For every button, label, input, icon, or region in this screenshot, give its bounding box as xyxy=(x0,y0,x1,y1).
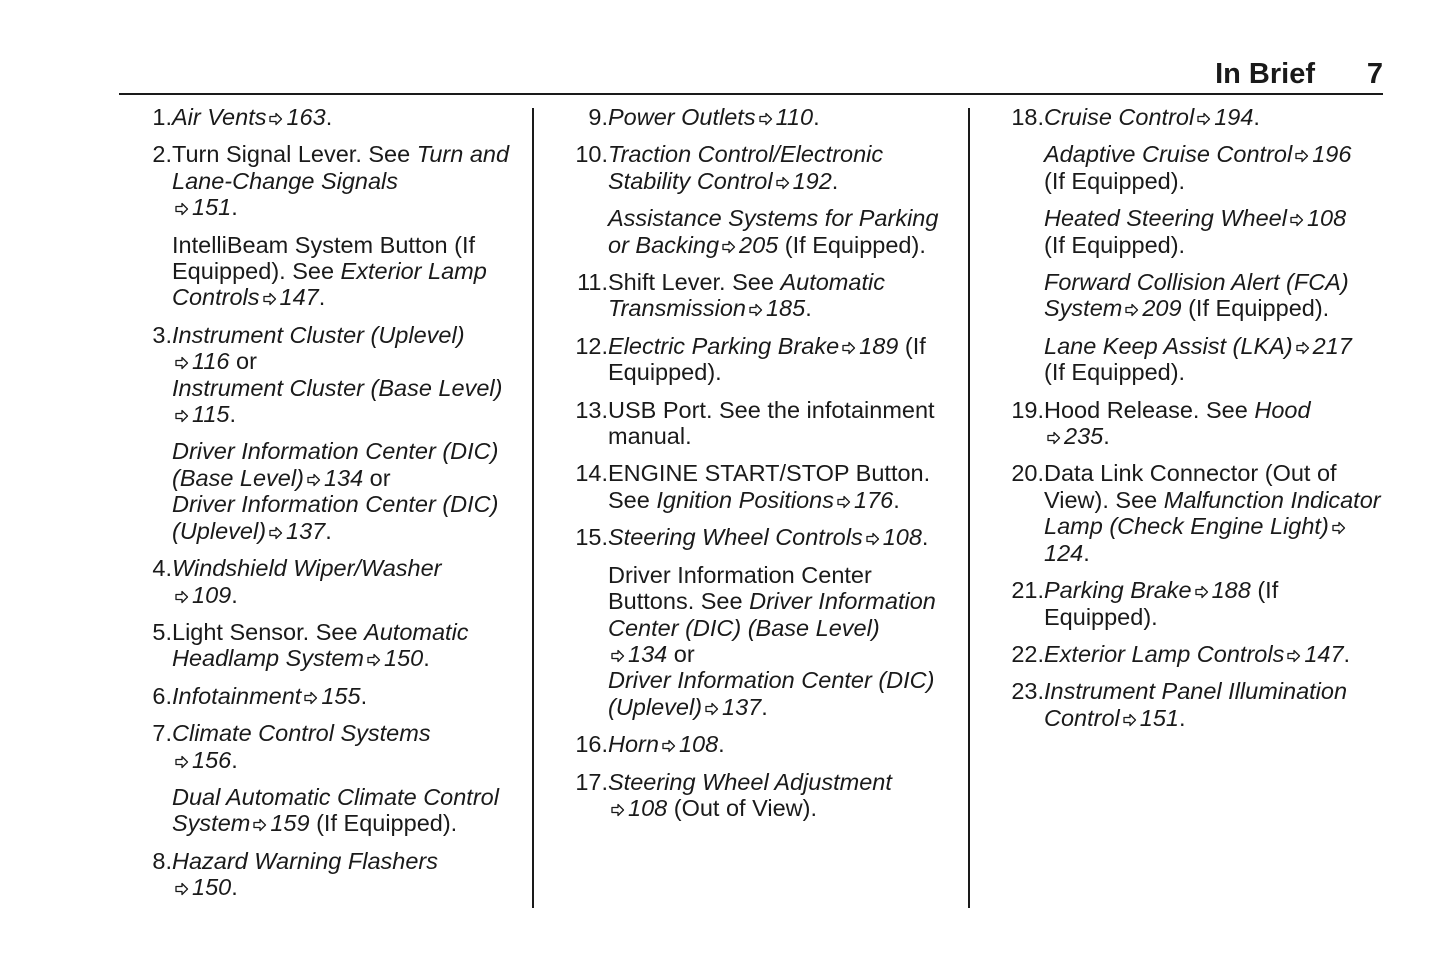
item-number: 21. xyxy=(1011,577,1044,604)
page-reference-arrow-icon xyxy=(1287,649,1301,663)
page-reference-arrow-icon xyxy=(175,202,189,216)
list-item xyxy=(556,460,956,513)
text-span: Driver Information Center Buttons. See xyxy=(608,561,872,615)
cross-reference-link[interactable]: Infotainment xyxy=(172,682,302,709)
cross-reference-link[interactable]: Adaptive Cruise Control xyxy=(1044,141,1293,168)
item-text xyxy=(1044,333,1392,386)
page-reference-link[interactable]: 151 xyxy=(1139,704,1179,731)
page-reference-link[interactable]: 155 xyxy=(321,682,361,709)
page-reference-arrow-icon xyxy=(175,356,189,370)
item-text xyxy=(1044,460,1392,566)
page-reference-arrow-icon xyxy=(304,691,318,705)
page-reference-link[interactable]: 188 xyxy=(1211,577,1251,604)
page-reference-arrow-icon xyxy=(307,473,321,487)
page-reference-arrow-icon xyxy=(837,495,851,509)
item-number: 7. xyxy=(152,720,172,747)
text-span: . xyxy=(231,581,238,608)
cross-reference-link[interactable]: Driver Information Center (DIC) (Uplevel) xyxy=(172,491,499,544)
text-span: (If Equipped). xyxy=(1044,231,1186,258)
text-span: . xyxy=(761,693,768,720)
text-span: . xyxy=(231,194,238,221)
page-reference-link[interactable]: 115 xyxy=(192,401,230,428)
item-number: 10. xyxy=(575,141,608,168)
list-item xyxy=(992,678,1392,731)
page-reference-arrow-icon xyxy=(1123,713,1137,727)
cross-reference-link[interactable]: Exterior Lamp Controls xyxy=(1044,640,1285,667)
page-reference-link[interactable]: 176 xyxy=(854,486,894,513)
cross-reference-link[interactable]: Windshield Wiper/Washer xyxy=(172,555,442,582)
item-number: 13. xyxy=(575,396,608,423)
list-item xyxy=(556,269,956,322)
item-number: 16. xyxy=(575,731,608,758)
text-span: . xyxy=(805,295,812,322)
list-item xyxy=(992,397,1392,450)
cross-reference-link[interactable]: Assistance Systems for Parking or Backing xyxy=(608,205,939,258)
page-reference-arrow-icon xyxy=(1295,149,1309,163)
page-reference-arrow-icon xyxy=(759,112,773,126)
text-span: . xyxy=(813,104,820,130)
list-item xyxy=(120,104,520,130)
text-span: (If Equipped). xyxy=(1044,359,1186,386)
item-text xyxy=(172,720,520,773)
cross-reference-link[interactable]: Climate Control Systems xyxy=(172,720,431,747)
page-reference-link[interactable]: 209 xyxy=(1142,295,1182,322)
page-reference-arrow-icon xyxy=(1195,585,1209,599)
text-span: . xyxy=(1103,423,1110,450)
text-span: or xyxy=(363,464,391,491)
text-span: or xyxy=(667,640,695,667)
text-span: Shift Lever. See xyxy=(608,269,781,296)
list-item xyxy=(992,577,1392,630)
item-number: 20. xyxy=(1011,460,1044,487)
item-text xyxy=(172,438,520,544)
text-span: Data Link Connector (Out of View). See xyxy=(1044,460,1337,513)
item-text xyxy=(172,232,520,311)
item-number: 5. xyxy=(152,618,172,645)
page-reference-arrow-icon xyxy=(175,755,189,769)
text-span: . xyxy=(893,486,900,513)
text-span: Turn Signal Lever. See xyxy=(172,141,417,168)
item-number: 9. xyxy=(588,104,608,130)
item-number: 8. xyxy=(152,847,172,874)
page-reference-link[interactable]: 108 xyxy=(1306,205,1347,232)
list-item xyxy=(556,104,956,130)
cross-reference-link[interactable]: Exterior Lamp Controls xyxy=(172,258,487,311)
page-number: 7 xyxy=(1366,58,1383,90)
cross-reference-link[interactable]: Automatic Headlamp System xyxy=(172,618,469,672)
page-reference-arrow-icon xyxy=(611,649,625,663)
list-item xyxy=(120,141,520,310)
text-span: . xyxy=(325,517,332,544)
text-span: (If Equipped). xyxy=(1044,577,1279,630)
item-text xyxy=(608,269,956,322)
section-title: In Brief xyxy=(1215,58,1315,90)
text-span: . xyxy=(831,167,839,194)
cross-reference-link[interactable]: Horn xyxy=(608,731,659,758)
list-item xyxy=(120,322,520,544)
page-reference-arrow-icon xyxy=(269,112,283,126)
cross-reference-link[interactable]: Instrument Panel Illumination Control xyxy=(1044,678,1348,731)
page-reference-link[interactable]: 150 xyxy=(384,645,424,672)
page-reference-arrow-icon xyxy=(1332,521,1346,535)
text-span: . xyxy=(318,284,326,311)
text-span: . xyxy=(921,524,929,551)
cross-reference-link[interactable]: Instrument Cluster (Base Level) xyxy=(172,374,503,401)
page-reference-link[interactable]: 192 xyxy=(792,167,832,194)
page-reference-link[interactable]: 124 xyxy=(1044,539,1084,566)
page-reference-link[interactable]: 156 xyxy=(192,746,232,773)
item-number: 11. xyxy=(577,269,608,296)
cross-reference-link[interactable]: Power Outlets xyxy=(608,104,756,130)
item-text xyxy=(1044,678,1392,731)
cross-reference-link[interactable]: Driver Information Center (DIC) (Base Level) xyxy=(172,438,499,491)
cross-reference-link[interactable]: Turn and Lane-Change Signals xyxy=(172,141,510,194)
list-item xyxy=(556,397,956,450)
page-reference-link[interactable]: 235 xyxy=(1064,423,1104,450)
list-item xyxy=(556,524,956,720)
cross-reference-link[interactable]: Driver Information Center (DIC) (Base Level) xyxy=(608,588,936,641)
page-reference-arrow-icon xyxy=(1197,112,1211,126)
text-span: IntelliBeam System Button (If Equipped). See xyxy=(172,231,476,285)
header-rule xyxy=(119,93,1383,95)
text-span: USB Port. See the infotainment manual. xyxy=(608,396,935,450)
page-reference-arrow-icon xyxy=(722,240,736,254)
item-number: 3. xyxy=(152,321,172,348)
item-number: 22. xyxy=(1011,640,1044,667)
item-text xyxy=(1044,104,1392,130)
item-number: 12. xyxy=(575,332,608,359)
item-text xyxy=(172,848,520,901)
item-number: 6. xyxy=(152,682,172,709)
page-reference-link[interactable]: 116 xyxy=(192,348,230,375)
cross-reference-link[interactable]: Hood xyxy=(1254,396,1311,423)
page-reference-link[interactable]: 110 xyxy=(775,104,814,130)
item-text xyxy=(608,104,956,130)
text-span: . xyxy=(423,645,430,672)
page-reference-link[interactable]: 137 xyxy=(722,693,762,720)
page-reference-link[interactable]: 196 xyxy=(1312,141,1352,168)
item-text xyxy=(608,205,956,258)
item-text xyxy=(172,555,520,608)
list-item xyxy=(992,641,1392,667)
text-span: (If Equipped). xyxy=(1044,167,1186,194)
item-text xyxy=(172,322,520,428)
text-span: (If Equipped). xyxy=(608,332,926,386)
item-text xyxy=(608,769,956,822)
page-reference-link[interactable]: 217 xyxy=(1312,332,1352,359)
cross-reference-link[interactable]: Heated Steering Wheel xyxy=(1044,205,1287,232)
list-item xyxy=(556,141,956,258)
page-reference-link[interactable]: 137 xyxy=(286,517,326,544)
page-reference-link[interactable]: 185 xyxy=(765,295,806,322)
cross-reference-link[interactable]: Ignition Positions xyxy=(656,486,835,513)
column-3 xyxy=(992,104,1392,742)
item-number: 18. xyxy=(1011,104,1044,130)
page-reference-arrow-icon xyxy=(175,409,189,423)
page-reference-link[interactable]: 150 xyxy=(192,874,232,901)
cross-reference-link[interactable]: Electric Parking Brake xyxy=(608,332,840,359)
page-reference-arrow-icon xyxy=(611,803,625,817)
cross-reference-link[interactable]: Dual Automatic Climate Control System xyxy=(172,783,499,837)
page-reference-link[interactable]: 163 xyxy=(286,104,326,130)
cross-reference-link[interactable]: Traction Control/Electronic Stability Control xyxy=(608,141,884,194)
text-span: (Out of View). xyxy=(667,794,817,821)
item-number: 17. xyxy=(575,768,608,795)
list-item xyxy=(556,769,956,822)
cross-reference-link[interactable]: Steering Wheel Controls xyxy=(608,524,863,551)
page-reference-arrow-icon xyxy=(253,818,267,832)
cross-reference-link[interactable]: Instrument Cluster (Uplevel) xyxy=(172,321,465,348)
item-text xyxy=(608,524,956,550)
page-reference-arrow-icon xyxy=(175,882,189,896)
page-reference-arrow-icon xyxy=(749,303,763,317)
text-span: (If Equipped). xyxy=(309,810,458,837)
text-span: . xyxy=(229,401,236,428)
page-reference-link[interactable]: 151 xyxy=(192,194,232,221)
page-reference-link[interactable]: 159 xyxy=(270,810,310,837)
item-text xyxy=(172,784,520,837)
cross-reference-link[interactable]: Steering Wheel Adjustment xyxy=(608,768,892,795)
item-text xyxy=(608,141,956,194)
page-reference-arrow-icon xyxy=(269,526,283,540)
page-reference-link[interactable]: 109 xyxy=(192,581,232,608)
page-reference-link[interactable]: 108 xyxy=(678,731,719,758)
text-span: . xyxy=(231,874,238,901)
text-span: . xyxy=(1343,640,1351,667)
item-text xyxy=(1044,269,1392,322)
cross-reference-link[interactable]: Automatic Transmission xyxy=(608,269,885,322)
cross-reference-link[interactable]: Lane Keep Assist (LKA) xyxy=(1044,332,1293,359)
page-header xyxy=(0,58,1383,94)
list-item xyxy=(556,333,956,386)
page-reference-arrow-icon xyxy=(842,341,856,355)
page-reference-arrow-icon xyxy=(1290,213,1304,227)
page-reference-arrow-icon xyxy=(705,702,719,716)
list-item xyxy=(120,683,520,709)
list-item xyxy=(120,720,520,837)
list-item xyxy=(992,104,1392,386)
page-reference-arrow-icon xyxy=(367,653,381,667)
page-reference-arrow-icon xyxy=(263,292,277,306)
list-item xyxy=(120,848,520,901)
page-reference-link[interactable]: 134 xyxy=(323,464,364,491)
page-reference-link[interactable]: 189 xyxy=(859,332,899,359)
page-reference-arrow-icon xyxy=(776,176,790,190)
column-1 xyxy=(120,104,520,912)
list-item xyxy=(556,731,956,757)
item-text xyxy=(1044,641,1392,667)
text-span: Light Sensor. See xyxy=(172,618,365,645)
text-span: Hood Release. See xyxy=(1044,396,1255,423)
page-reference-arrow-icon xyxy=(1296,341,1310,355)
list-item xyxy=(120,555,520,608)
item-text xyxy=(1044,141,1392,194)
text-span: . xyxy=(325,104,333,130)
item-number: 19. xyxy=(1011,396,1044,423)
page-reference-link[interactable]: 205 xyxy=(739,231,779,258)
cross-reference-link[interactable]: Cruise Control xyxy=(1044,104,1195,130)
list-item xyxy=(120,619,520,672)
item-number: 1. xyxy=(152,104,172,130)
item-text xyxy=(172,683,520,709)
text-span: (If Equipped). xyxy=(1181,295,1330,322)
column-2 xyxy=(556,104,956,832)
item-text xyxy=(172,141,520,220)
cross-reference-link[interactable]: Forward Collision Alert (FCA) System xyxy=(1044,269,1349,322)
text-span: . xyxy=(1253,104,1260,130)
text-span: . xyxy=(231,746,238,773)
text-span: . xyxy=(1083,539,1090,566)
text-span: (If Equipped). xyxy=(778,231,926,258)
page-reference-link[interactable]: 147 xyxy=(279,284,319,311)
item-text xyxy=(608,460,956,513)
text-span: . xyxy=(718,731,725,758)
item-number: 4. xyxy=(152,555,172,582)
item-number: 2. xyxy=(152,141,172,168)
page-reference-arrow-icon xyxy=(662,739,676,753)
cross-reference-link[interactable]: Hazard Warning Flashers xyxy=(172,847,439,874)
text-span: . xyxy=(1178,704,1186,731)
page-reference-arrow-icon xyxy=(866,532,880,546)
text-span: ENGINE START/STOP Button. See xyxy=(608,460,931,513)
page-reference-link[interactable]: 194 xyxy=(1214,104,1254,130)
item-text xyxy=(1044,397,1392,450)
cross-reference-link[interactable]: Malfunction Indicator Lamp (Check Engine Light) xyxy=(1044,486,1381,540)
item-text xyxy=(608,333,956,386)
column-divider xyxy=(532,108,534,908)
page-reference-link[interactable]: 147 xyxy=(1304,640,1344,667)
list-item xyxy=(992,460,1392,566)
text-span: . xyxy=(360,682,368,709)
item-number: 23. xyxy=(1011,678,1044,705)
page-reference-link[interactable]: 108 xyxy=(882,524,922,551)
item-text xyxy=(172,104,520,130)
page-reference-link[interactable]: 108 xyxy=(628,794,668,821)
item-number: 15. xyxy=(575,524,608,551)
cross-reference-link[interactable]: Driver Information Center (DIC) (Uplevel) xyxy=(608,667,935,720)
page-reference-arrow-icon xyxy=(175,590,189,604)
text-span: or xyxy=(229,348,257,375)
item-text xyxy=(608,397,956,450)
item-text xyxy=(608,731,956,757)
page-reference-arrow-icon xyxy=(1047,431,1061,445)
cross-reference-link[interactable]: Parking Brake xyxy=(1044,577,1192,604)
page-reference-arrow-icon xyxy=(1125,303,1139,317)
page-reference-link[interactable]: 134 xyxy=(628,640,668,667)
item-number: 14. xyxy=(575,460,608,487)
item-text xyxy=(1044,205,1392,258)
column-divider xyxy=(968,108,970,908)
item-text xyxy=(172,619,520,672)
item-text xyxy=(608,562,956,720)
cross-reference-link[interactable]: Air Vents xyxy=(172,104,267,130)
item-text xyxy=(1044,577,1392,630)
